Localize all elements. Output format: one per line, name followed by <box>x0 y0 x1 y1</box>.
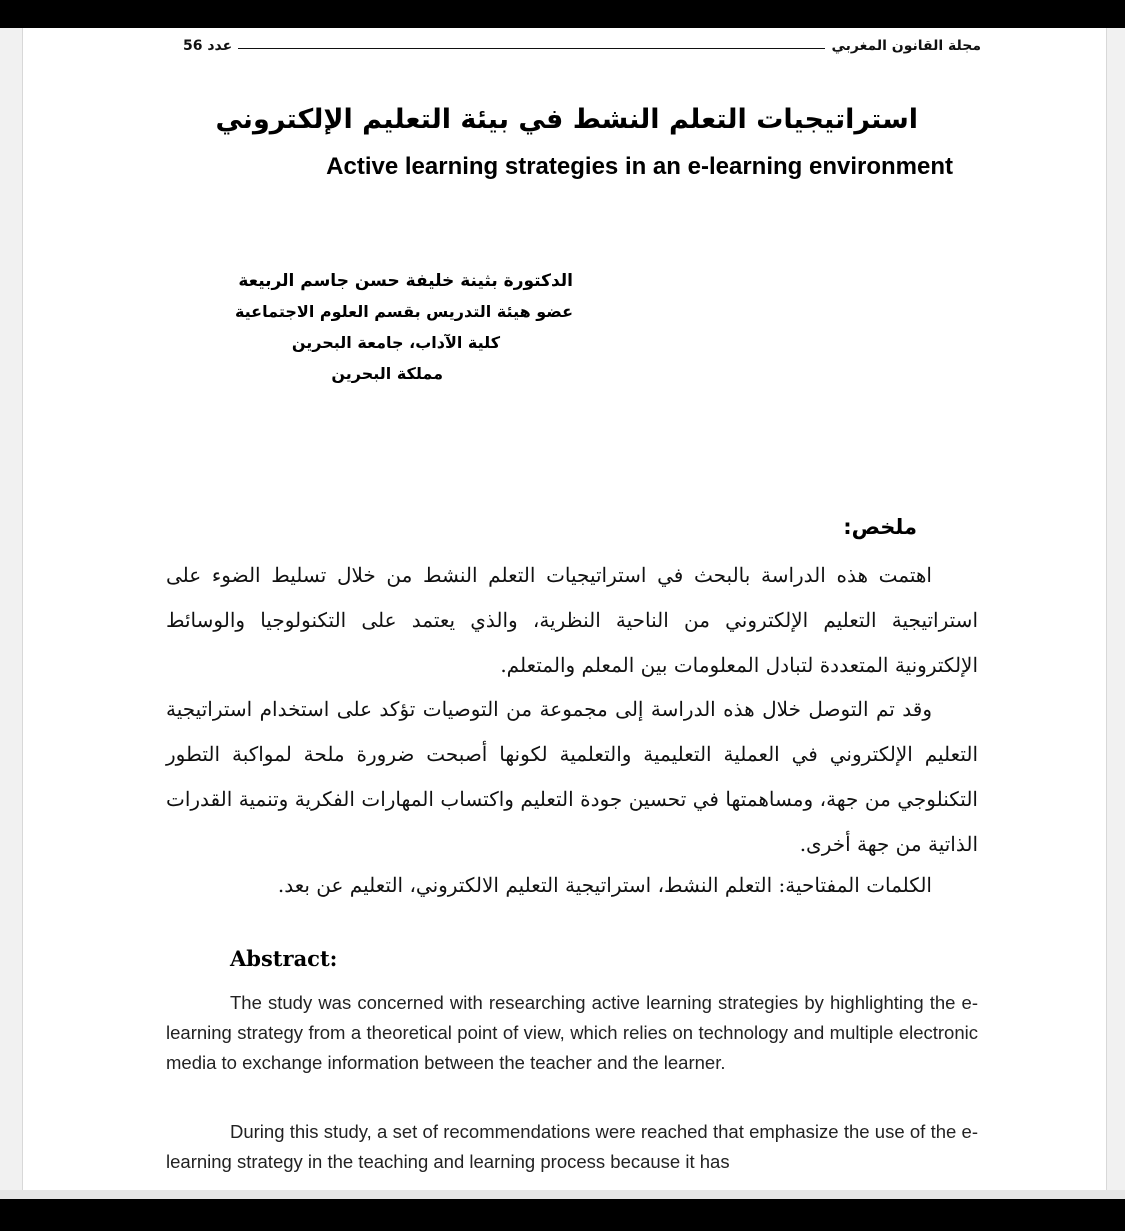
arabic-abstract-paragraph: وقد تم التوصل خلال هذه الدراسة إلى مجموعة من التوصيات تؤكد على استخدام استراتيجية التعليم الإلكتروني في العملية التعليمية والتعلمية لكونها أصبحت ضرورة ملحة لمواكبة التطور التكنلوجي من جهة، ومساهمتها في تحسين جودة التعليم واكتساب المهارات الفكرية وتنمية القدرات الذاتية من جهة أخرى. <box>166 697 978 856</box>
journal-name: مجلة القانون المغربي <box>831 38 981 54</box>
viewer-scroll-strip[interactable] <box>0 1190 1125 1199</box>
arabic-abstract-paragraph: اهتمت هذه الدراسة بالبحث في استراتيجيات التعلم النشط من خلال تسليط الضوء على استراتيجية التعليم الإلكتروني من الناحية النظرية، والذي يعتمد على التكنولوجيا والوسائط الإلكترونية المتعددة لتبادل المعلومات بين المعلم والمتعلم. <box>166 563 978 677</box>
document-page <box>22 28 1107 1190</box>
issue-number: عدد 56 <box>183 38 233 54</box>
viewer-right-gutter <box>1105 28 1125 1190</box>
author-name: الدكتورة بثينة خليفة حسن جاسم الربيعة <box>238 271 573 291</box>
english-abstract-paragraph: During this study, a set of recommendations were reached that emphasize the use of the e-learning strategy in the teaching and learning process because it has <box>166 1121 978 1172</box>
arabic-abstract-heading: ملخص: <box>843 515 917 539</box>
title-arabic: استراتيجيات التعلم النشط في بيئة التعليم الإلكتروني <box>215 104 918 135</box>
header-rule <box>238 48 825 49</box>
author-affiliation-line: عضو هيئة التدريس بقسم العلوم الاجتماعية <box>234 302 573 321</box>
arabic-keywords: الكلمات المفتاحية: التعلم النشط، استراتيجية التعليم الالكتروني، التعليم عن بعد. <box>277 873 932 897</box>
viewer-top-bar <box>0 0 1125 28</box>
viewer-left-gutter <box>0 28 22 1190</box>
english-abstract-paragraph: The study was concerned with researching active learning strategies by highlighting the e-learning strategy from a theoretical point of view, which relies on technology and multiple electronic media to exchange information between the teacher and the learner. <box>166 992 978 1073</box>
author-block <box>123 266 573 389</box>
title-english: Active learning strategies in an e-learning environment <box>326 153 953 180</box>
author-affiliation-line: كلية الآداب، جامعة البحرين <box>291 333 500 352</box>
author-affiliation-line: مملكة البحرين <box>331 364 443 383</box>
english-abstract-heading: Abstract: <box>230 946 338 971</box>
running-header <box>183 32 981 54</box>
